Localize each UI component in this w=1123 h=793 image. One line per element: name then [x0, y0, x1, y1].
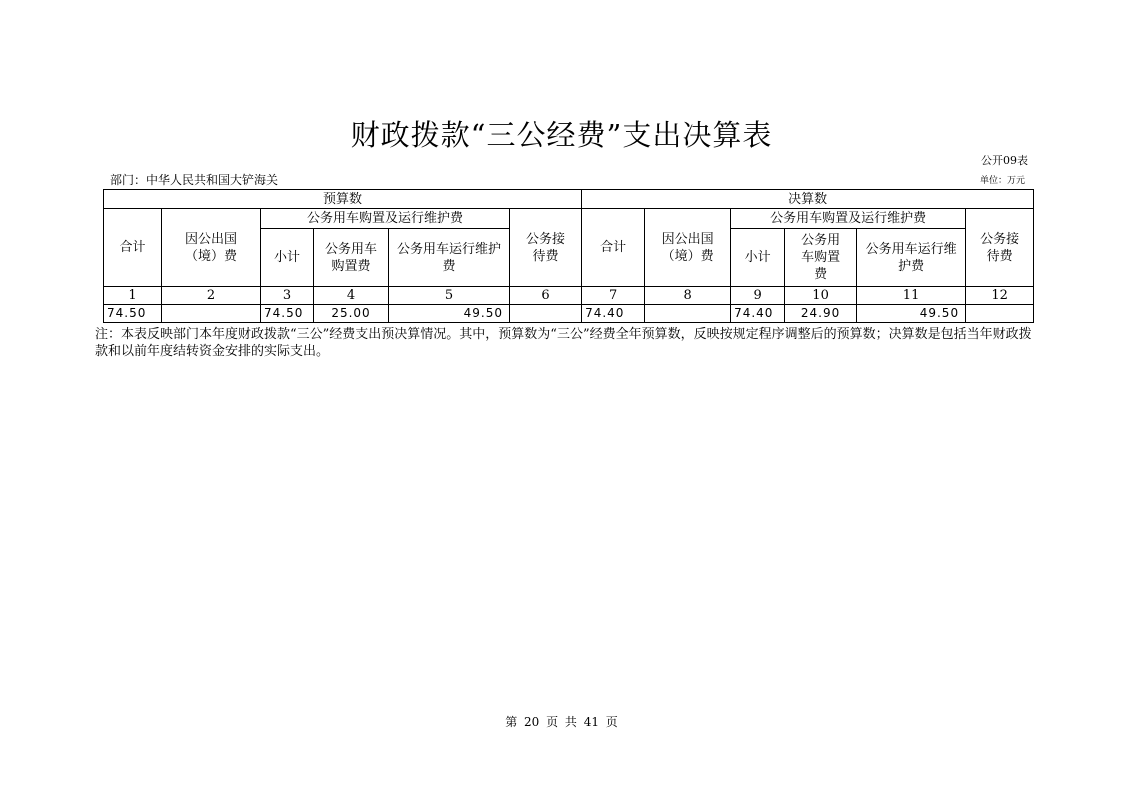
column-number: 10 [785, 287, 857, 305]
column-number: 5 [389, 287, 510, 305]
column-number-row [104, 287, 1034, 305]
column-number: 2 [162, 287, 261, 305]
actual-vehicle-operation-value: 49.50 [857, 305, 966, 323]
group-header-row [104, 190, 1034, 209]
budget-reception-value [510, 305, 582, 323]
actual-vehicle-operation-header: 公务用车运行维护费 [857, 229, 966, 287]
column-number: 11 [857, 287, 966, 305]
actual-total-header: 合计 [582, 209, 645, 287]
budget-subtotal-value: 74.50 [261, 305, 314, 323]
actual-reception-value [966, 305, 1034, 323]
budget-vehicle-purchase-header: 公务用车购置费 [314, 229, 389, 287]
actual-vehicle-group-header: 公务用车购置及运行维护费 [731, 209, 966, 229]
page-title: 财政拨款“三公经费”支出决算表 [350, 118, 773, 152]
budget-vehicle-operation-header: 公务用车运行维护费 [389, 229, 510, 287]
column-number: 9 [731, 287, 785, 305]
actual-subtotal-header: 小计 [731, 229, 785, 287]
budget-subtotal-header: 小计 [261, 229, 314, 287]
actual-subtotal-value: 74.40 [731, 305, 785, 323]
column-number: 7 [582, 287, 645, 305]
page-footer: 第 20 页 共 41 页 [505, 715, 618, 729]
column-number: 8 [645, 287, 731, 305]
budget-vehicle-group-header: 公务用车购置及运行维护费 [261, 209, 510, 229]
budget-vehicle-purchase-value: 25.00 [314, 305, 389, 323]
budget-reception-header: 公务接待费 [510, 209, 582, 287]
actual-overseas-header: 因公出国（境）费 [645, 209, 731, 287]
budget-group-header: 预算数 [104, 190, 582, 209]
expenditure-table [103, 189, 1034, 323]
department-label: 部门：中华人民共和国大铲海关 [110, 173, 279, 187]
budget-overseas-header: 因公出国（境）费 [162, 209, 261, 287]
table-note: 注：本表反映部门本年度财政拨款“三公”经费支出预决算情况。其中，预算数为“三公”经费全年预算数，反映按规定程序调整后的预算数；决算数是包括当年财政拨款和以前年度结转资金安排的实际支出。 [95, 327, 1032, 359]
column-number: 4 [314, 287, 389, 305]
column-number: 6 [510, 287, 582, 305]
actual-reception-header: 公务接待费 [966, 209, 1034, 287]
form-code: 公开09表 [981, 154, 1028, 167]
actual-group-header: 决算数 [582, 190, 1034, 209]
actual-overseas-value [645, 305, 731, 323]
header-row-1 [104, 209, 1034, 229]
budget-total-value: 74.50 [104, 305, 162, 323]
actual-vehicle-purchase-header: 公务用车购置费 [785, 229, 857, 287]
budget-total-header: 合计 [104, 209, 162, 287]
budget-overseas-value [162, 305, 261, 323]
column-number: 1 [104, 287, 162, 305]
value-row [104, 305, 1034, 323]
budget-vehicle-operation-value: 49.50 [389, 305, 510, 323]
column-number: 12 [966, 287, 1034, 305]
unit-label: 单位：万元 [979, 176, 1025, 186]
actual-vehicle-purchase-value: 24.90 [785, 305, 857, 323]
actual-total-value: 74.40 [582, 305, 645, 323]
column-number: 3 [261, 287, 314, 305]
